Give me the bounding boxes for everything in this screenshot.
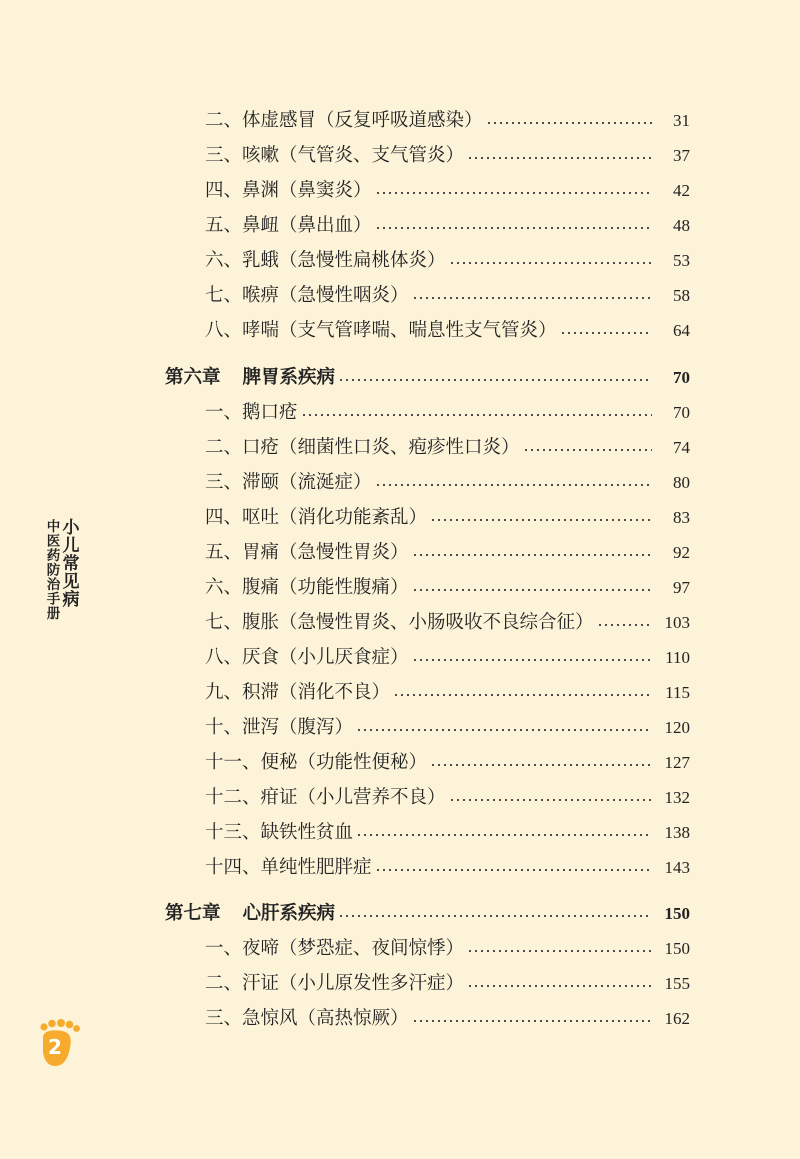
chapter-title: 脾胃系疾病 <box>242 367 336 388</box>
dot-leader <box>412 1020 652 1022</box>
toc-entry-title: 十三、缺铁性贫血 <box>205 822 354 843</box>
chapter-title: 心肝系疾病 <box>242 903 336 924</box>
toc-entry-title: 十二、疳证（小儿营养不良） <box>205 787 446 808</box>
dot-leader <box>412 659 652 661</box>
toc-entry-title: 十、泄泻（腹泻） <box>205 717 354 738</box>
toc-entry-page: 138 <box>664 823 690 842</box>
toc-entry-title: 六、乳蛾（急慢性扁桃体炎） <box>205 250 446 271</box>
toc-entry-title: 八、哮喘（支气管哮喘、喘息性支气管炎） <box>205 320 557 341</box>
dot-leader <box>412 297 652 299</box>
toc-entry[interactable] <box>205 713 690 743</box>
dot-leader <box>486 122 652 124</box>
toc-entry[interactable] <box>205 176 690 206</box>
toc-entry-title: 十四、单纯性肥胖症 <box>205 857 372 878</box>
dot-leader <box>597 624 652 626</box>
toc-entry-title: 四、呕吐（消化功能紊乱） <box>205 507 428 528</box>
toc-entry[interactable] <box>205 643 690 673</box>
toc-entry-page: 115 <box>665 683 690 702</box>
toc-entry-title: 五、胃痛（急慢性胃炎） <box>205 542 409 563</box>
toc-entry[interactable] <box>205 398 690 428</box>
toc-entry-page: 110 <box>665 648 690 667</box>
toc-entry-title: 五、鼻衄（鼻出血） <box>205 215 372 236</box>
toc-entry-title: 二、汗证（小儿原发性多汗症） <box>205 973 465 994</box>
toc-entry-page: 83 <box>673 508 690 527</box>
book-title-line1: 小儿常见病 <box>58 518 79 608</box>
toc-entry-title: 三、滞颐（流涎症） <box>205 472 372 493</box>
toc-entry-page: 127 <box>664 753 690 772</box>
toc-entry[interactable] <box>205 748 690 778</box>
dot-leader <box>393 694 652 696</box>
dot-leader <box>301 414 652 416</box>
toc-entry-page: 103 <box>664 613 690 632</box>
toc-entry[interactable] <box>205 608 690 638</box>
dot-leader <box>412 554 652 556</box>
toc-entry-title: 七、喉痹（急慢性咽炎） <box>205 285 409 306</box>
toc-entry[interactable] <box>205 503 690 533</box>
book-title-vertical <box>44 518 77 621</box>
toc-entry[interactable] <box>205 106 690 136</box>
toc-entry-page: 132 <box>664 788 690 807</box>
book-title-line2: 中医药防治手册 <box>43 519 60 621</box>
toc-entry-page: 42 <box>673 181 690 200</box>
dot-leader <box>467 985 652 987</box>
toc-entry[interactable] <box>205 538 690 568</box>
dot-leader <box>467 950 652 952</box>
toc-entry-title: 九、积滞（消化不良） <box>205 682 391 703</box>
toc-entry-page: 70 <box>673 403 690 422</box>
dot-leader <box>430 764 652 766</box>
page-number: 2 <box>48 1035 62 1059</box>
toc-entry-page: 143 <box>664 858 690 877</box>
toc-entry-page: 80 <box>673 473 690 492</box>
toc-entry-title: 八、厌食（小儿厌食症） <box>205 647 409 668</box>
toc-entry-title: 一、夜啼（梦恐症、夜间惊悸） <box>205 938 465 959</box>
toc-entry-page: 37 <box>673 146 690 165</box>
dot-leader <box>375 227 652 229</box>
toc-entry-page: 150 <box>664 939 690 958</box>
toc-entry-page: 155 <box>664 974 690 993</box>
toc-entry[interactable] <box>205 468 690 498</box>
toc-entry[interactable] <box>205 211 690 241</box>
toc-entry[interactable] <box>205 783 690 813</box>
toc-entry[interactable] <box>205 969 690 999</box>
dot-leader <box>338 379 652 381</box>
toc-entry[interactable] <box>205 1004 690 1034</box>
toc-entry[interactable] <box>205 433 690 463</box>
dot-leader <box>560 332 652 334</box>
toc-entry[interactable] <box>205 934 690 964</box>
dot-leader <box>338 915 652 917</box>
toc-entry-page: 97 <box>673 578 690 597</box>
toc-chapter-heading[interactable] <box>165 899 690 929</box>
toc-entry[interactable] <box>205 818 690 848</box>
toc-entry-page: 48 <box>673 216 690 235</box>
toc-entry-title: 三、急惊风（高热惊厥） <box>205 1008 409 1029</box>
toc-entry-title: 二、口疮（细菌性口炎、疱疹性口炎） <box>205 437 520 458</box>
dot-leader <box>449 799 652 801</box>
toc-entry-page: 31 <box>673 111 690 130</box>
toc-entry[interactable] <box>205 316 690 346</box>
toc-entry-title: 七、腹胀（急慢性胃炎、小肠吸收不良综合征） <box>205 612 594 633</box>
toc-entry-title: 六、腹痛（功能性腹痛） <box>205 577 409 598</box>
toc-entry-page: 74 <box>673 438 690 457</box>
toc-entry-page: 58 <box>673 286 690 305</box>
toc-entry-title: 一、鹅口疮 <box>205 402 298 423</box>
dot-leader <box>356 729 652 731</box>
dot-leader <box>375 484 652 486</box>
dot-leader <box>430 519 652 521</box>
dot-leader <box>375 192 652 194</box>
page-number-badge <box>38 1018 84 1068</box>
toc-entry-page: 120 <box>664 718 690 737</box>
toc-entry-page: 64 <box>673 321 690 340</box>
chapter-page: 70 <box>673 368 690 387</box>
toc-entry[interactable] <box>205 281 690 311</box>
dot-leader <box>449 262 652 264</box>
toc-entry-title: 二、体虚感冒（反复呼吸道感染） <box>205 110 483 131</box>
toc-entry-title: 三、咳嗽（气管炎、支气管炎） <box>205 145 465 166</box>
toc-entry-page: 92 <box>673 543 690 562</box>
toc-chapter-heading[interactable] <box>165 363 690 393</box>
dot-leader <box>467 157 652 159</box>
dot-leader <box>412 589 652 591</box>
toc-entry-title: 四、鼻渊（鼻窦炎） <box>205 180 372 201</box>
toc-entry[interactable] <box>205 678 690 708</box>
chapter-number: 第七章 <box>165 903 221 924</box>
chapter-number: 第六章 <box>165 367 221 388</box>
toc-entry-page: 162 <box>664 1009 690 1028</box>
toc-entry-title: 十一、便秘（功能性便秘） <box>205 752 428 773</box>
toc-entry[interactable] <box>205 853 690 883</box>
toc-entry[interactable] <box>205 141 690 171</box>
toc-entry[interactable] <box>205 246 690 276</box>
dot-leader <box>523 449 652 451</box>
dot-leader <box>356 834 652 836</box>
toc-entry[interactable] <box>205 573 690 603</box>
toc-entry-page: 53 <box>673 251 690 270</box>
dot-leader <box>375 869 652 871</box>
chapter-page: 150 <box>664 904 690 923</box>
